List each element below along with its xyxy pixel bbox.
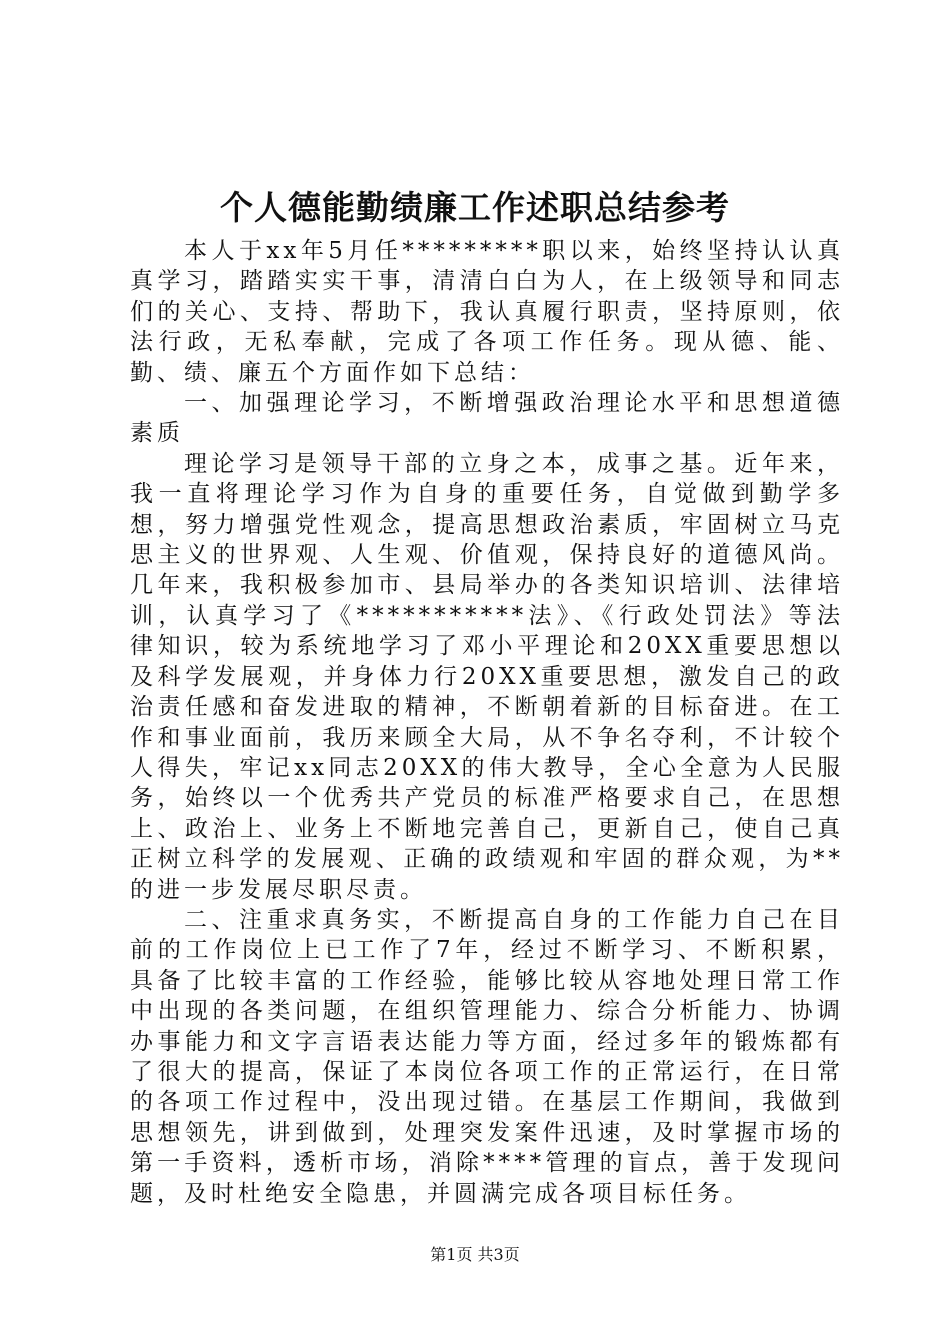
document-body [130,236,844,1209]
page-number-footer: 第1页 共3页 [430,1245,520,1264]
paragraph-work-ability: 二、注重求真务实，不断提高自身的工作能力自己在目前的工作岗位上已工作了7年，经过不断学习、不断积累，具备了比较丰富的工作经验，能够比较从容地处理日常工作中出现的各类问题，在组织管理能力、综合分析能力、协调办事能力和文字言语表达能力等方面，经过多年的锻炼都有了很大的提高，保证了本岗位各项工作的正常运行，在日常的各项工作过程中，没出现过错。在基层工作期间，我做到思想领先，讲到做到，处理突发案件迅速，及时掌握市场的第一手资料，透析市场，消除****管理的盲点，善于发现问题，及时杜绝安全隐患，并圆满完成各项目标任务。 [130,906,844,1207]
paragraph-theory-study: 理论学习是领导干部的立身之本，成事之基。近年来，我一直将理论学习作为自身的重要任务，自觉做到勤学多想，努力增强党性观念，提高思想政治素质，牢固树立马克思主义的世界观、人生观、价值观，保持良好的道德风尚。几年来，我积极参加市、县局举办的各类知识培训、法律培训，认真学习了《***********法》、《行政处罚法》等法律知识，较为系统地学习了邓小平理论和20XX重要思想以及科学发展观，并身体力行20XX重要思想，激发自己的政治责任感和奋发进取的精神，不断朝着新的目标奋进。在工作和事业面前，我历来顾全大局，从不争名夺利，不计较个人得失，牢记xx同志20XX的伟大教导，全心全意为人民服务，始终以一个优秀共产党员的标准严格要求自己，在思想上、政治上、业务上不断地完善自己，更新自己，使自己真正树立科学的发展观、正确的政绩观和牢固的群众观，为**的进一步发展尽职尽责。 [130,450,844,903]
paragraph-intro: 本人于xx年5月任*********职以来，始终坚持认认真真学习，踏踏实实干事，清清白白为人，在上级领导和同志们的关心、支持、帮助下，我认真履行职责，坚持原则，依法行政，无私奉献，完成了各项工作任务。现从德、能、勤、绩、廉五个方面作如下总结： [130,238,844,386]
document-title: 个人德能勤绩廉工作述职总结参考 [220,188,730,227]
section-heading-1: 一、加强理论学习，不断增强政治理论水平和思想道德素质 [130,390,844,447]
